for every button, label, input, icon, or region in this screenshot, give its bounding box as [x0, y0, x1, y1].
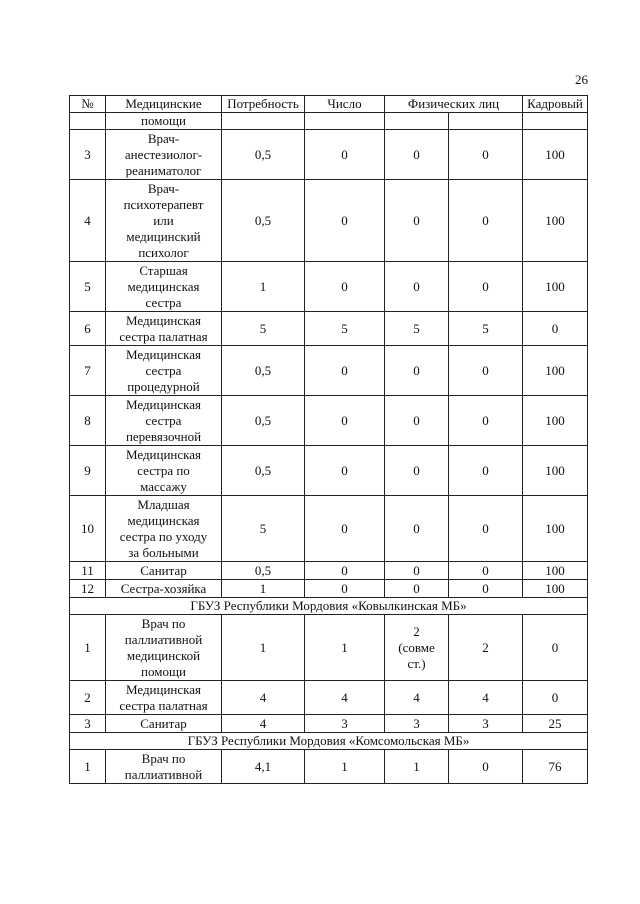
header-staffing: Кадровый: [523, 96, 588, 113]
text-line: за больными: [128, 544, 199, 560]
cell-v4: 0: [449, 496, 523, 562]
cell-num: 10: [70, 496, 106, 562]
header-individuals: Физических лиц: [385, 96, 523, 113]
text-line: Младшая: [137, 496, 190, 512]
text-line: массажу: [140, 478, 187, 494]
cell-v4: 0: [449, 396, 523, 446]
cell-v1: 0,5: [222, 446, 305, 496]
cell-specialty: [106, 562, 222, 580]
cell-v4: 0: [449, 262, 523, 312]
cell-specialty: [106, 312, 222, 346]
text-line: паллиативной: [124, 631, 203, 647]
table-row: [70, 180, 588, 262]
staffing-table-body: [70, 96, 588, 784]
cell-num: 2: [70, 681, 106, 715]
cell-v1: 0,5: [222, 180, 305, 262]
cell-v5: 0: [523, 615, 588, 681]
cell-v3: 0: [385, 496, 449, 562]
text-line: помощи: [141, 663, 186, 679]
cell-num: 5: [70, 262, 106, 312]
cell-v3: 3: [385, 715, 449, 733]
cell-v4: 0: [449, 130, 523, 180]
cell-v3: 0: [385, 262, 449, 312]
cell-v2: 0: [305, 346, 385, 396]
table-row: [70, 262, 588, 312]
cell-v3: [385, 615, 449, 681]
cell-num: 7: [70, 346, 106, 396]
table-row: [70, 396, 588, 446]
text-line: ст.): [407, 655, 426, 671]
cell-v2: 0: [305, 130, 385, 180]
text-line: Санитар: [140, 715, 187, 731]
cell-empty: [523, 113, 588, 130]
page-number: 26: [575, 72, 588, 87]
cell-v5: 76: [523, 750, 588, 784]
text-line: Старшая: [139, 262, 188, 278]
cell-num: 1: [70, 615, 106, 681]
text-line: анестезиолог-: [124, 146, 203, 162]
cell-v5: 25: [523, 715, 588, 733]
cell-specialty: [106, 396, 222, 446]
text-line: реаниматолог: [125, 162, 202, 178]
table-row: [70, 580, 588, 598]
text-line: сестра по уходу: [119, 528, 208, 544]
cell-num: 1: [70, 750, 106, 784]
cell-specialty: [106, 180, 222, 262]
table-row: [70, 496, 588, 562]
cell-num: 8: [70, 396, 106, 446]
cell-v3: 4: [385, 681, 449, 715]
text-line: перевязочной: [125, 428, 202, 444]
text-line: процедурной: [127, 378, 200, 394]
cell-v3: 0: [385, 580, 449, 598]
cell-v2: 4: [305, 681, 385, 715]
cell-num: 11: [70, 562, 106, 580]
cell-v2: 0: [305, 496, 385, 562]
cell-specialty: [106, 715, 222, 733]
staffing-table: [69, 95, 588, 784]
cell-specialty: [106, 580, 222, 598]
table-row: [70, 715, 588, 733]
text-line: Медицинская: [125, 346, 202, 362]
cell-v4: 2: [449, 615, 523, 681]
header-count: Число: [305, 96, 385, 113]
cell-v1: 0,5: [222, 562, 305, 580]
cell-empty: [449, 113, 523, 130]
cell-v3: 0: [385, 562, 449, 580]
cell-empty: [222, 113, 305, 130]
header-need: Потребность: [222, 96, 305, 113]
cell-v3: 0: [385, 180, 449, 262]
text-line: Медицинская: [125, 681, 202, 697]
table-row: [70, 562, 588, 580]
cell-v1: 1: [222, 615, 305, 681]
cell-v1: 5: [222, 312, 305, 346]
cell-v3: 0: [385, 130, 449, 180]
text-line: психотерапевт: [123, 196, 204, 212]
text-line: психолог: [138, 244, 189, 260]
text-line: медицинский: [126, 228, 201, 244]
cell-num: 9: [70, 446, 106, 496]
table-row: [70, 681, 588, 715]
header-number: №: [70, 96, 106, 113]
text-line: Врач-: [147, 130, 180, 146]
cell-v1: 1: [222, 262, 305, 312]
cell-v1: 4,1: [222, 750, 305, 784]
cell-v4: 3: [449, 715, 523, 733]
cell-v1: 0,5: [222, 346, 305, 396]
cell-v3: 0: [385, 396, 449, 446]
cell-v3: 5: [385, 312, 449, 346]
table-row: [70, 346, 588, 396]
cell-v4: 4: [449, 681, 523, 715]
text-line: сестра по: [137, 462, 190, 478]
text-line: медицинская: [127, 278, 200, 294]
cell-v2: 0: [305, 446, 385, 496]
cell-v5: 100: [523, 396, 588, 446]
text-line: Врач по: [141, 750, 186, 766]
cell-v4: 0: [449, 750, 523, 784]
section-title: ГБУЗ Республики Мордовия «Ковылкинская МБ»: [70, 598, 588, 615]
cell-specialty: [106, 496, 222, 562]
cell-specialty: [106, 681, 222, 715]
cell-v2: 0: [305, 262, 385, 312]
cell-specialty: [106, 446, 222, 496]
cell-empty: [305, 113, 385, 130]
section-row: [70, 598, 588, 615]
table-header-row: [70, 96, 588, 113]
cell-v1: 5: [222, 496, 305, 562]
cell-v5: 0: [523, 312, 588, 346]
text-line: Сестра-хозяйка: [120, 580, 207, 596]
continuation-row: [70, 113, 588, 130]
cell-v5: 100: [523, 346, 588, 396]
cell-num: 12: [70, 580, 106, 598]
cell-num: 3: [70, 715, 106, 733]
cell-v5: 100: [523, 180, 588, 262]
text-line: 2: [413, 623, 420, 639]
text-line: сестра: [145, 412, 182, 428]
text-line: медицинской: [126, 647, 201, 663]
cell-specialty: [106, 130, 222, 180]
section-row: [70, 733, 588, 750]
text-line: сестра палатная: [119, 328, 208, 344]
cell-v5: 100: [523, 580, 588, 598]
table-row: [70, 312, 588, 346]
cell-specialty: [106, 615, 222, 681]
text-line: или: [153, 212, 174, 228]
cell-v1: 4: [222, 715, 305, 733]
cell-v2: 0: [305, 562, 385, 580]
cell-v4: 0: [449, 562, 523, 580]
cell-v5: 0: [523, 681, 588, 715]
table-row: [70, 750, 588, 784]
cell-v5: 100: [523, 130, 588, 180]
cell-v5: 100: [523, 262, 588, 312]
text-line: Врач по: [141, 615, 186, 631]
cell-v3: 0: [385, 346, 449, 396]
cell-v3: 0: [385, 446, 449, 496]
text-line: Санитар: [140, 562, 187, 578]
cell-v2: 1: [305, 750, 385, 784]
cell-v5: 100: [523, 496, 588, 562]
cell-v2: 0: [305, 396, 385, 446]
text-line: (совме: [398, 639, 435, 655]
cell-v2: 5: [305, 312, 385, 346]
cell-empty: [385, 113, 449, 130]
cell-v1: 0,5: [222, 396, 305, 446]
text-line: Медицинская: [125, 312, 202, 328]
cell-v2: 0: [305, 580, 385, 598]
cell-specialty: [106, 346, 222, 396]
cell-v1: 0,5: [222, 130, 305, 180]
cell-v2: 0: [305, 180, 385, 262]
cell-v5: 100: [523, 446, 588, 496]
cell-num: 4: [70, 180, 106, 262]
cell-num: 3: [70, 130, 106, 180]
section-title: ГБУЗ Республики Мордовия «Комсомольская МБ»: [70, 733, 588, 750]
cell-v4: 0: [449, 446, 523, 496]
cell-num: [70, 113, 106, 130]
cell-num: 6: [70, 312, 106, 346]
cell-specialty: [106, 262, 222, 312]
cell-v5: 100: [523, 562, 588, 580]
cell-v1: 1: [222, 580, 305, 598]
cell-v4: 0: [449, 580, 523, 598]
cell-v4: 5: [449, 312, 523, 346]
text-line: Медицинская: [125, 446, 202, 462]
cell-v2: 3: [305, 715, 385, 733]
table-row: [70, 446, 588, 496]
header-specialty: Медицинские: [106, 96, 222, 113]
cell-v3: 1: [385, 750, 449, 784]
text-line: паллиативной: [124, 766, 203, 782]
table-row: [70, 615, 588, 681]
text-line: сестра: [145, 362, 182, 378]
cell-v4: 0: [449, 346, 523, 396]
cell-specialty: помощи: [106, 113, 222, 130]
text-line: сестра палатная: [119, 697, 208, 713]
text-line: сестра: [145, 294, 182, 310]
text-line: медицинская: [127, 512, 200, 528]
text-line: Врач-: [147, 180, 180, 196]
table-row: [70, 130, 588, 180]
cell-v2: 1: [305, 615, 385, 681]
cell-specialty: [106, 750, 222, 784]
cell-v1: 4: [222, 681, 305, 715]
text-line: Медицинская: [125, 396, 202, 412]
cell-v4: 0: [449, 180, 523, 262]
